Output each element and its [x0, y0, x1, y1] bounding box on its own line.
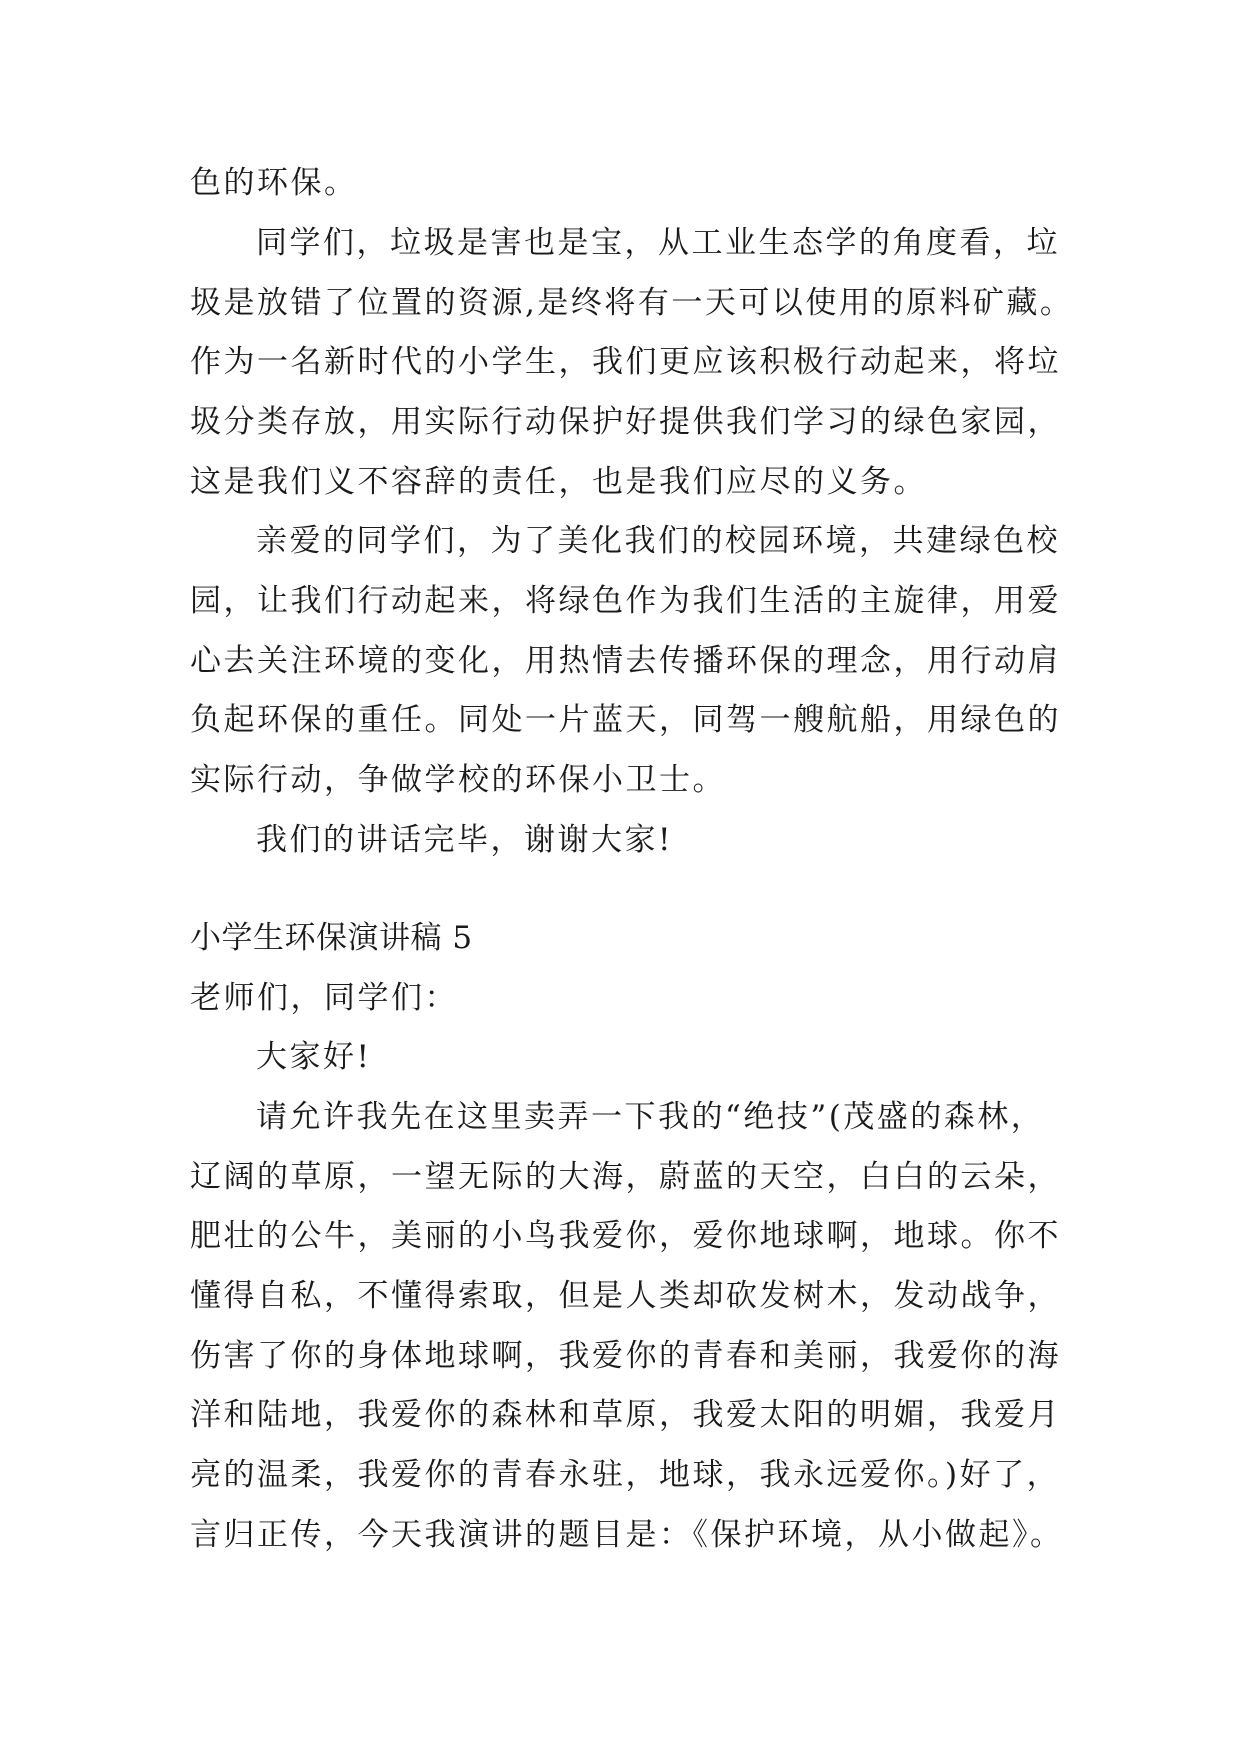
text-line: 辽阔的草原，一望无际的大海，蔚蓝的天空，白白的云朵， — [190, 1159, 1061, 1195]
text-line: 肥壮的公牛，美丽的小鸟我爱你，爱你地球啊，地球。你不 — [190, 1218, 1061, 1254]
text-line: 伤害了你的身体地球啊，我爱你的青春和美丽，我爱你的海 — [190, 1338, 1061, 1374]
text-line: 圾分类存放，用实际行动保护好提供我们学习的绿色家园， — [190, 404, 1061, 440]
section-heading: 小学生环保演讲稿 5 — [190, 920, 473, 956]
text-line: 园，让我们行动起来，将绿色作为我们生活的主旋律，用爱 — [190, 583, 1061, 619]
text-line: 作为一名新时代的小学生，我们更应该积极行动起来，将垃 — [190, 344, 1061, 380]
paragraph-start-line: 亲爱的同学们，为了美化我们的校园环境，共建绿色校 — [256, 523, 1060, 559]
text-line: 这是我们义不容辞的责任，也是我们应尽的义务。 — [190, 464, 927, 500]
closing-line: 我们的讲话完毕，谢谢大家! — [256, 822, 673, 858]
paragraph-start-line: 请允许我先在这里卖弄一下我的“绝技”(茂盛的森林， — [256, 1099, 1045, 1135]
text-line: 亮的温柔，我爱你的青春永驻，地球，我永远爱你。)好了， — [190, 1457, 1061, 1493]
text-line: 圾是放错了位置的资源,是终将有一天可以使用的原料矿藏。 — [190, 285, 1074, 321]
text-line: 负起环保的重任。同处一片蓝天，同驾一艘航船，用绿色的 — [190, 702, 1061, 738]
paragraph-start-line: 同学们，垃圾是害也是宝，从工业生态学的角度看，垃 — [256, 225, 1060, 261]
text-line: 心去关注环境的变化，用热情去传播环保的理念，用行动肩 — [190, 643, 1061, 679]
text-line: 色的环保。 — [190, 165, 358, 201]
salutation: 老师们，同学们： — [190, 980, 458, 1016]
text-line: 洋和陆地，我爱你的森林和草原，我爱太阳的明媚，我爱月 — [190, 1397, 1061, 1433]
greeting: 大家好! — [256, 1039, 372, 1075]
text-line: 实际行动，争做学校的环保小卫士。 — [190, 762, 726, 798]
text-line: 言归正传，今天我演讲的题目是：《保护环境，从小做起》。 — [190, 1517, 1064, 1553]
text-line: 懂得自私，不懂得索取，但是人类却砍发树木，发动战争， — [190, 1278, 1061, 1314]
